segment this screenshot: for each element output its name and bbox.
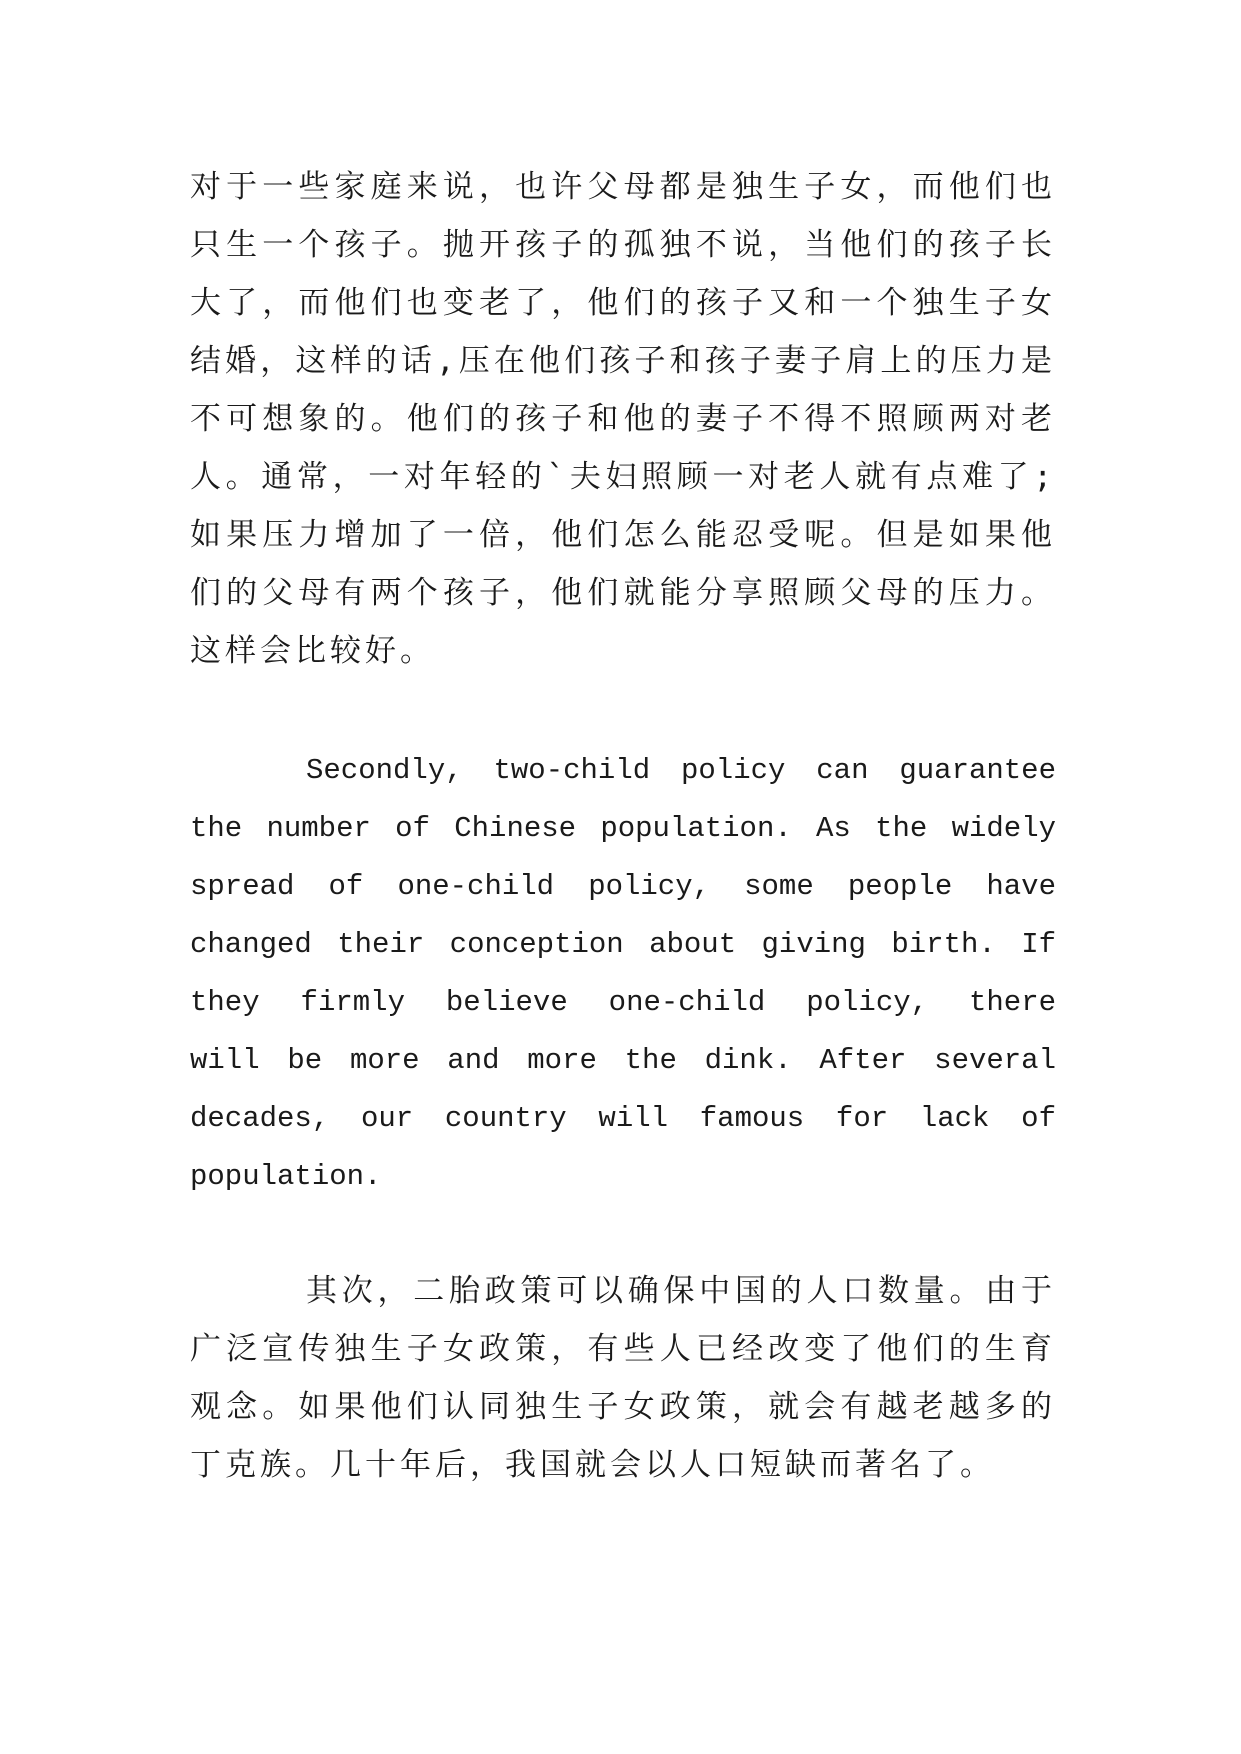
paragraph-chinese-population: 其次，二胎政策可以确保中国的人口数量。由于广泛宣传独生子女政策，有些人已经改变了他们的生育观念。如果他们认同独生子女政策，就会有越老越多的丁克族。几十年后，我国就会以人口短缺而著名了。 [190, 1273, 1056, 1483]
paragraph-chinese-family-pressure: 对于一些家庭来说，也许父母都是独生子女，而他们也只生一个孩子。抛开孩子的孤独不说，当他们的孩子长大了，而他们也变老了，他们的孩子又和一个独生子女结婚，这样的话,压在他们孩子和孩子妻子肩上的压力是不可想象的。他们的孩子和他的妻子不得不照顾两对老人。通常，一对年轻的`夫妇照顾一对老人就有点难了;如果压力增加了一倍，他们怎么能忍受呢。但是如果他们的父母有两个孩子，他们就能分享照顾父母的压力。这样会比较好。 [190, 169, 1056, 669]
paragraph-english-population: Secondly, two-child policy can guarantee the number of Chinese population. As the widely spread of one-child policy, some people have changed their conception about giving birth. If they firmly believe one-child policy, there will be more and more the dink. After several decades, our country will famous for lack of population. [190, 754, 1056, 1193]
